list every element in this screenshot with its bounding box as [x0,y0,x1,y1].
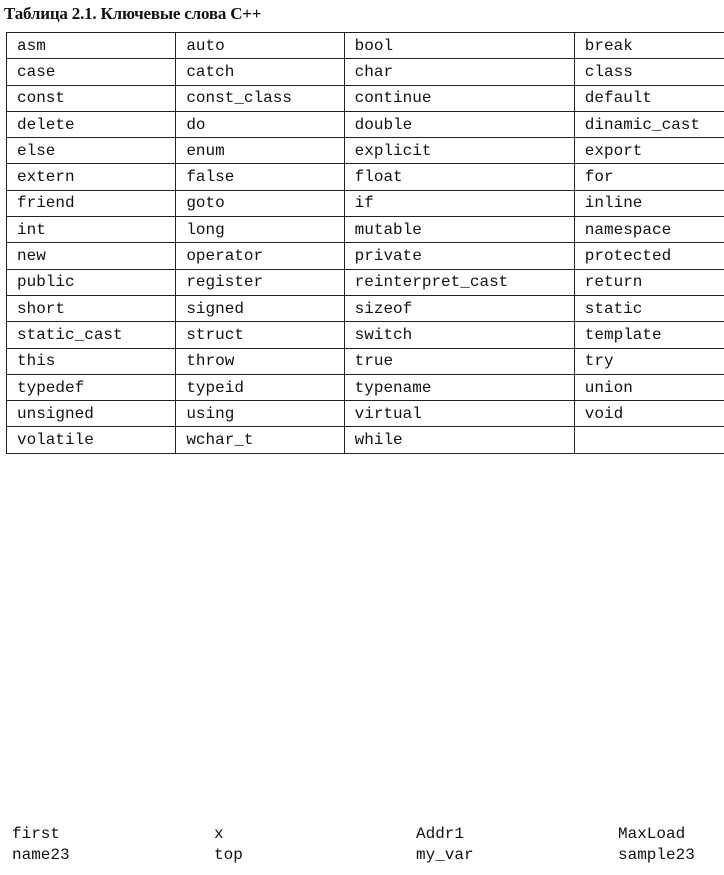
keyword-cell: inline [574,190,724,216]
keyword-cell: else [7,138,176,164]
keyword-cell: const [7,85,176,111]
keywords-table [6,32,724,454]
identifier-example: name23 [12,846,70,864]
keyword-cell [574,427,724,453]
keyword-cell: operator [176,243,344,269]
identifier-row [12,845,724,866]
keyword-cell: return [574,269,724,295]
keyword-cell: switch [344,322,574,348]
keyword-cell: delete [7,111,176,137]
keyword-cell: public [7,269,176,295]
table-row [7,295,724,321]
keyword-cell: try [574,348,724,374]
keyword-cell: dinamic_cast [574,111,724,137]
keyword-cell: while [344,427,574,453]
keyword-cell: protected [574,243,724,269]
keyword-cell: wchar_t [176,427,344,453]
keyword-cell: explicit [344,138,574,164]
keyword-cell: continue [344,85,574,111]
identifier-example: MaxLoad [618,825,686,843]
keyword-cell: catch [176,59,344,85]
keyword-cell: do [176,111,344,137]
table-row [7,322,724,348]
table-row [7,427,724,453]
identifier-example: my_var [416,846,474,864]
identifier-example: Addr1 [416,825,465,843]
table-row [7,217,724,243]
table-row [7,401,724,427]
keyword-cell: throw [176,348,344,374]
table-row [7,164,724,190]
keyword-cell: for [574,164,724,190]
keyword-cell: class [574,59,724,85]
keyword-cell: template [574,322,724,348]
keyword-cell: friend [7,190,176,216]
keyword-cell: char [344,59,574,85]
keyword-cell: namespace [574,217,724,243]
table-row [7,111,724,137]
keyword-cell: typedef [7,374,176,400]
keyword-cell: const_class [176,85,344,111]
keyword-cell: sizeof [344,295,574,321]
keyword-cell: typename [344,374,574,400]
keyword-cell: void [574,401,724,427]
keyword-cell: asm [7,33,176,59]
identifier-example: sample23 [618,846,695,864]
keyword-cell: static [574,295,724,321]
keyword-cell: signed [176,295,344,321]
table-row [7,59,724,85]
keyword-cell: extern [7,164,176,190]
table-row [7,348,724,374]
keyword-cell: virtual [344,401,574,427]
keyword-cell: bool [344,33,574,59]
keyword-cell: private [344,243,574,269]
keyword-cell: union [574,374,724,400]
identifier-example: first [12,825,61,843]
keyword-cell: export [574,138,724,164]
table-row [7,374,724,400]
keyword-cell: enum [176,138,344,164]
table-row [7,33,724,59]
keyword-cell: mutable [344,217,574,243]
identifier-example: x [214,825,224,843]
keyword-cell: reinterpret_cast [344,269,574,295]
keyword-cell: default [574,85,724,111]
keyword-cell: if [344,190,574,216]
keyword-cell: case [7,59,176,85]
keyword-cell: false [176,164,344,190]
table-row [7,243,724,269]
keyword-cell: using [176,401,344,427]
keyword-cell: auto [176,33,344,59]
identifier-example: top [214,846,243,864]
table-row [7,269,724,295]
keyword-cell: true [344,348,574,374]
keywords-table-body [7,33,724,454]
keyword-cell: static_cast [7,322,176,348]
keyword-cell: register [176,269,344,295]
keyword-cell: short [7,295,176,321]
table-row [7,190,724,216]
identifier-row [12,824,724,845]
table-row [7,138,724,164]
keyword-cell: goto [176,190,344,216]
keyword-cell: typeid [176,374,344,400]
keyword-cell: struct [176,322,344,348]
keyword-cell: this [7,348,176,374]
keyword-cell: volatile [7,427,176,453]
table-caption: Таблица 2.1. Ключевые слова C++ [4,4,262,23]
keyword-cell: unsigned [7,401,176,427]
keyword-cell: new [7,243,176,269]
table-row [7,85,724,111]
identifier-examples [12,824,724,866]
keyword-cell: long [176,217,344,243]
keyword-cell: float [344,164,574,190]
keyword-cell: break [574,33,724,59]
keyword-cell: double [344,111,574,137]
keyword-cell: int [7,217,176,243]
